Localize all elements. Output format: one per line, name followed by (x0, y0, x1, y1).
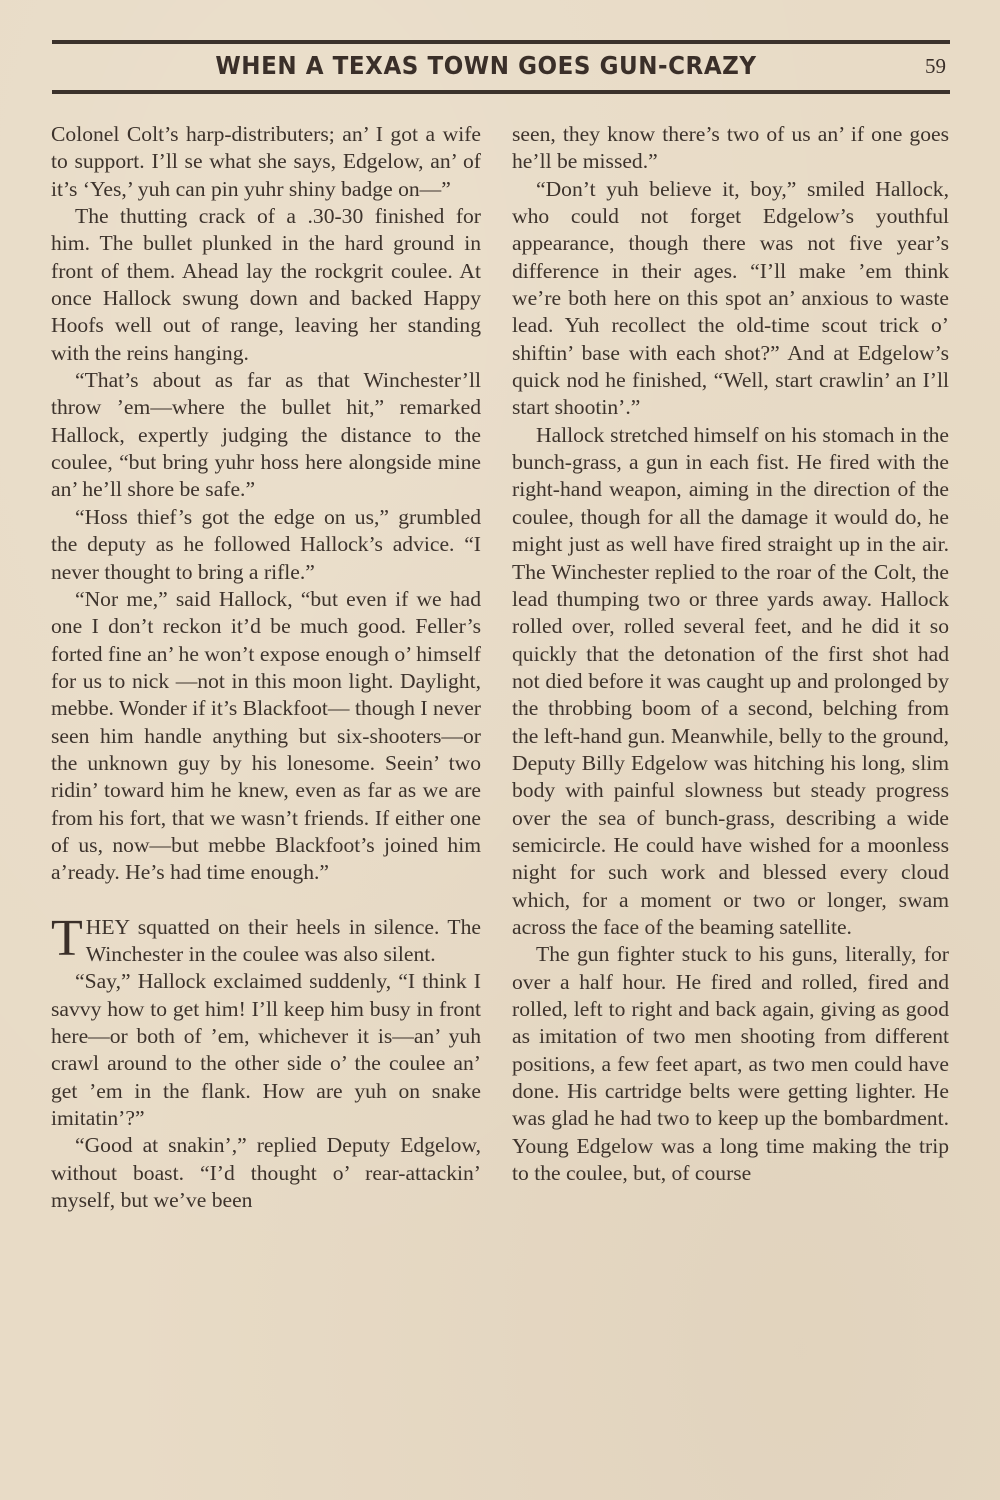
drop-cap: T (51, 909, 83, 967)
page-number: 59 (925, 54, 946, 78)
paragraph: “Nor me,” said Hallock, “but even if we had one I don’t reckon it’d be much good. Feller’s forted fine an’ he won’t expose enough o’ himself for us to nick —not in this moon light. Daylight, mebbe. Wonder if it’s Blackfoot— though I never seen him handle anything but six-shooters—or the unknown guy by his lonesome. Seein’ two ridin’ toward him he knew, even as far as we are from his fort, that we wasn’t friends. If either one of us, now—but mebbe Blackfoot’s joined him a’ready. He’s had time enough.” (51, 586, 481, 885)
paragraph: “Say,” Hallock exclaimed suddenly, “I think I savvy how to get him! I’ll keep him busy in front here—or both of ’em, whichever it is—an’ yuh crawl around to the other side o’ the coulee an’ get ’em in the flank. How are yuh on snake imitatin’?” (51, 969, 481, 1131)
header-top-rule (52, 40, 950, 44)
paragraph: “Don’t yuh believe it, boy,” smiled Hallock, who could not forget Edgelow’s youthful appearance, though there was not five year’s difference in their ages. “I’ll make ’em think we’re both here on this spot an’ anxious to waste lead. Yuh recollect the old-time scout trick o’ shiftin’ base with each shot?” And at Edgelow’s quick nod he finished, “Well, start crawlin’ an I’ll start shootin’.” (512, 176, 949, 420)
paragraph: “Hoss thief’s got the edge on us,” grumbled the deputy as he followed Hallock’s advice. “I never thought to bring a rifle.” (51, 504, 481, 584)
paragraph: Colonel Colt’s harp-distributers; an’ I got a wife to support. I’ll se what she says, Edgelow, an’ of it’s ‘Yes,’ yuh can pin yuhr shiny badge on—” (51, 122, 481, 201)
paragraph: The gun fighter stuck to his guns, literally, for over a half hour. He fired and rolled, fired and rolled, left to right and back again, giving as good as imitation of two men shooting from different positions, a few feet apart, as two men could have done. His cartridge belts were getting lighter. He was glad he had two to keep up the bombardment. Young Edgelow was a long time making the trip to the coulee, but, of course (512, 942, 949, 1186)
section-break (51, 887, 481, 914)
left-column (51, 121, 481, 1214)
right-column (512, 121, 949, 1187)
paragraph: Hallock stretched himself on his stomach in the bunch-grass, a gun in each fist. He fired with the right-hand weapon, aiming in the direction of the coulee, though for all the damage it would do, he might just as well have fired straight up in the air. The Winchester replied to the roar of the Colt, the lead thumping two or three yards away. Hallock rolled over, rolled several feet, and he did it so quickly that the detonation of the first shot had not died before it was caught up and prolonged by the throbbing boom of a second, belching from the left-hand gun. Meanwhile, belly to the ground, Deputy Billy Edgelow was hitching his long, slim body with painful slowness but steady progress over the sea of bunch-grass, describing a wide semicircle. He could have wished for a moonless night for such work and blessed every cloud which, for a moment or two or longer, swam across the face of the beaming satellite. (512, 422, 949, 939)
running-head (52, 50, 950, 86)
paragraph-text: squatted on their heels in silence. The Winchester in the coulee was also silent. (85, 914, 481, 966)
paragraph: The thutting crack of a .30-30 finished for him. The bullet plunked in the hard ground in front of them. Ahead lay the rockgrit coulee. At once Hallock swung down and backed Happy Hoofs well out of range, leaving her standing with the reins hanging. (51, 204, 481, 365)
section-opening-paragraph (51, 909, 481, 969)
paragraph: seen, they know there’s two of us an’ if one goes he’ll be missed.” (512, 122, 949, 174)
running-title: WHEN A TEXAS TOWN GOES GUN-CRAZY (215, 51, 757, 80)
paragraph: “Good at snakin’,” replied Deputy Edgelow, without boast. “I’d thought o’ rear-attackin’ myself, but we’ve been (51, 1133, 481, 1213)
smallcaps-lead: HEY (85, 914, 130, 939)
paragraph: “That’s about as far as that Winchester’ll throw ’em—where the bullet hit,” remarked Hallock, expertly judging the distance to the coulee, “but bring yuhr hoss here alongside mine an’ he’ll shore be safe.” (51, 368, 481, 502)
header-bottom-rule (52, 90, 950, 94)
